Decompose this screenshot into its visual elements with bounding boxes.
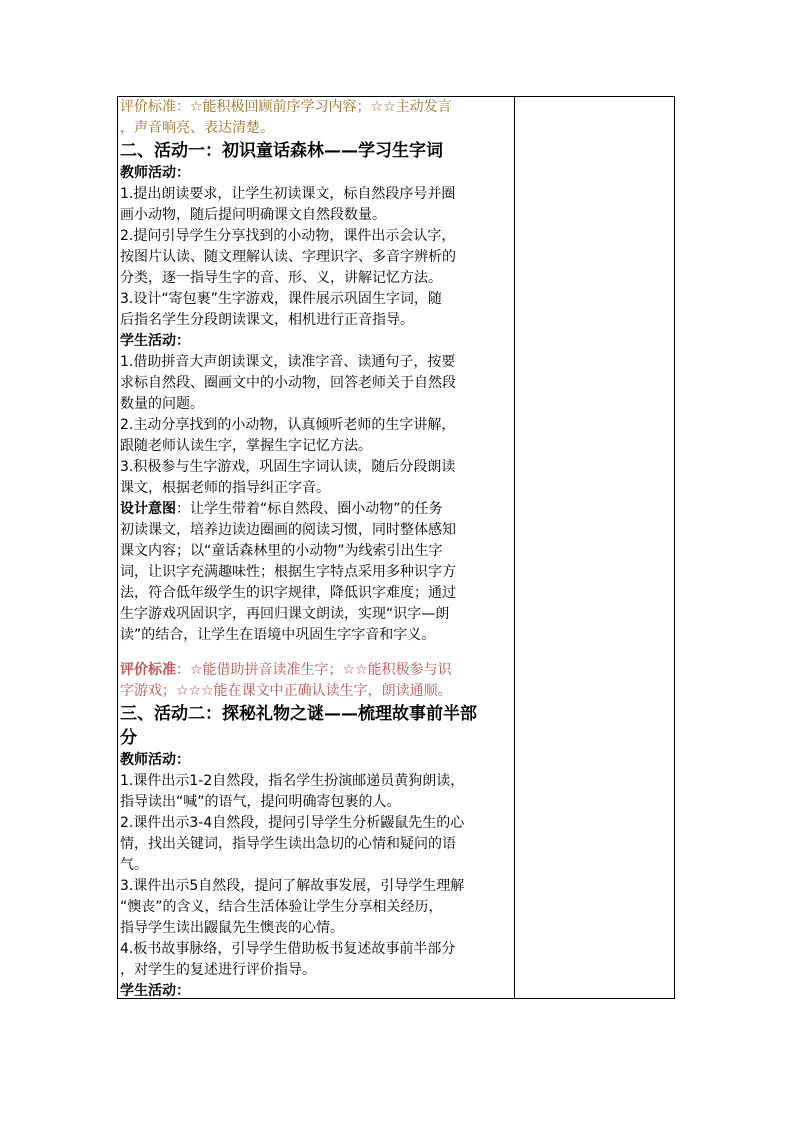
design-intent-line [120, 499, 512, 520]
section-heading: 三、活动二：探秘礼物之谜——梳理故事前半部 [120, 704, 477, 724]
text-line: 指导学生读出鼹鼠先生懊丧的心情。 [120, 920, 344, 936]
text-line: 按图片认读、随文理解认读、字理识字、多音字辨析的 [120, 249, 456, 265]
text-line: 数量的问题。 [120, 396, 204, 412]
design-intent-label: 设计意图 [120, 501, 176, 517]
lesson-table [117, 96, 675, 999]
text-line: 课文，根据老师的指导纠正字音。 [120, 480, 330, 496]
text-line: 画小动物，随后提问明确课文自然段数量。 [120, 207, 386, 223]
text-line: 情，找出关键词，指导学生读出急切的心情和疑问的语 [120, 836, 456, 852]
text-line: 求标自然段、圈画文中的小动物，回答老师关于自然段 [120, 375, 456, 391]
spacer [120, 646, 512, 660]
evaluation-label: 评价标准 [120, 662, 176, 678]
text-line: “懊丧”的含义，结合生活体验让学生分享相关经历， [120, 899, 443, 915]
text-line: 2.课件出示3-4自然段，提问引导学生分析鼹鼠先生的心 [120, 815, 465, 831]
text-line: 2.主动分享找到的小动物，认真倾听老师的生字讲解， [120, 417, 456, 433]
text-line: 读”的结合，让学生在语境中巩固生字字音和字义。 [120, 627, 436, 643]
text-line: 2.提问引导学生分享找到的小动物，课件出示会认字， [120, 228, 456, 244]
evaluation-text: ：☆能借助拼音读准生字；☆☆能积极参与识 [176, 662, 452, 678]
text-line: 指导读出“喊”的语气，提问明确寄包裹的人。 [120, 794, 401, 810]
section-heading: 二、活动一：初识童话森林——学习生字词 [120, 141, 443, 161]
evaluation-line: ，声音响亮、表达清楚。 [120, 120, 274, 136]
teacher-activity-label: 教师活动： [120, 165, 190, 181]
section-heading: 分 [120, 728, 137, 748]
text-line: 1.提出朗读要求，让学生初读课文，标自然段序号并圈 [120, 186, 456, 202]
teacher-activity-label: 教师活动： [120, 752, 190, 768]
text-line: 词，让识字充满趣味性；根据生字特点采用多种识字方 [120, 564, 456, 580]
text-line: 3.设计“寄包裹”生字游戏，课件展示巩固生字词，随 [120, 291, 442, 307]
text-line: 生字游戏巩固识字，再回归课文朗读，实现“识字—朗 [120, 606, 450, 622]
text-line: 1.借助拼音大声朗读课文，读准字音、读通句子，按要 [120, 354, 456, 370]
text-line: 课文内容；以“童话森林里的小动物”为线索引出生字 [120, 543, 443, 559]
text-line: 3.课件出示5自然段，提问了解故事发展，引导学生理解 [120, 878, 465, 894]
student-activity-label: 学生活动： [120, 983, 190, 999]
lesson-content-cell [120, 97, 512, 1002]
text-line: 跟随老师认读生字，掌握生字记忆方法。 [120, 438, 372, 454]
text-line: 气。 [120, 857, 148, 873]
evaluation-line [120, 660, 512, 681]
text-line: 后指名学生分段朗读课文，相机进行正音指导。 [120, 312, 414, 328]
text-line: 4.板书故事脉络，引导学生借助板书复述故事前半部分 [120, 941, 456, 957]
design-intent-text: ：让学生带着“标自然段、圈小动物”的任务 [176, 501, 443, 517]
text-line: 3.积极参与生字游戏，巩固生字词认读，随后分段朗读 [120, 459, 456, 475]
text-line: 分类，逐一指导生字的音、形、义，讲解记忆方法。 [120, 270, 442, 286]
text-line: ，对学生的复述进行评价指导。 [120, 962, 316, 978]
text-line: 1.课件出示1-2自然段，指名学生扮演邮递员黄狗朗读， [120, 773, 465, 789]
evaluation-line: 评价标准：☆能积极回顾前序学习内容；☆☆主动发言 [120, 99, 452, 115]
student-activity-label: 学生活动： [120, 333, 190, 349]
column-divider [514, 97, 515, 998]
text-line: 法，符合低年级学生的识字规律，降低识字难度；通过 [120, 585, 456, 601]
text-line: 初读课文，培养边读边圈画的阅读习惯，同时整体感知 [120, 522, 456, 538]
evaluation-line: 字游戏；☆☆☆能在课文中正确认读生字，朗读通顺。 [120, 683, 452, 699]
